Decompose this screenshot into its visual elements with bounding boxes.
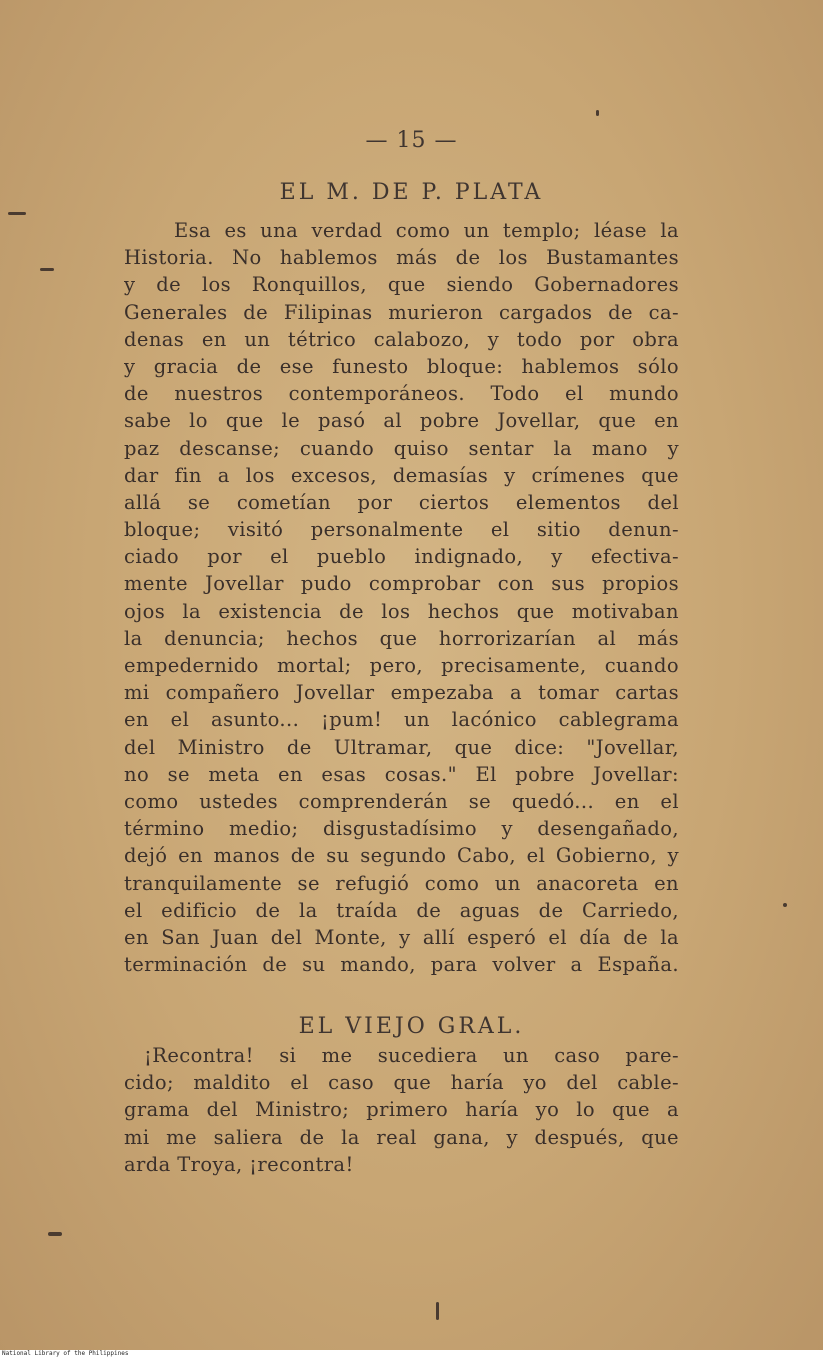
text-line: y gracia de ese funesto bloque: hablemos sólo <box>124 354 679 378</box>
text-line: bloque; visitó personalmente el sitio denun- <box>124 518 679 542</box>
text-line: allá se cometían por ciertos elementos del <box>124 490 679 514</box>
text-line: Historia. No hablemos más de los Bustamantes <box>124 246 679 270</box>
text-line: mi me saliera de la real gana, y después, que <box>124 1125 679 1149</box>
text-line: en el asunto... ¡pum! un lacónico cablegrama <box>124 708 679 732</box>
paper-speck <box>596 110 599 116</box>
paper-speck <box>48 1232 62 1236</box>
text-line: término medio; disgustadísimo y desengañado, <box>124 817 679 841</box>
paper-speck <box>436 1302 439 1320</box>
text-line: no se meta en esas cosas." El pobre Jovellar: <box>124 762 679 786</box>
text-line: grama del Ministro; primero haría yo lo que a <box>124 1098 679 1122</box>
text-line: empedernido mortal; pero, precisamente, cuando <box>124 654 679 677</box>
text-line: Generales de Filipinas murieron cargados de ca- <box>124 300 679 324</box>
paper-speck <box>783 903 787 907</box>
text-line: tranquilamente se refugió como un anacoreta en <box>124 871 679 895</box>
text-line: y de los Ronquillos, que siendo Gobernadores <box>124 273 679 297</box>
text-line: ¡Recontra! si me sucediera un caso pare- <box>144 1044 679 1067</box>
text-line: de nuestros contemporáneos. Todo el mundo <box>124 382 679 406</box>
text-line: la denuncia; hechos que horrorizarían al más <box>124 626 679 650</box>
text-line: mi compañero Jovellar empezaba a tomar cartas <box>124 681 679 705</box>
text-line: paz descanse; cuando quiso sentar la mano y <box>124 436 679 460</box>
text-line: arda Troya, ¡recontra! <box>124 1152 354 1176</box>
text-line: mente Jovellar pudo comprobar con sus propios <box>124 572 679 596</box>
text-line: del Ministro de Ultramar, que dice: "Jovellar, <box>124 735 679 759</box>
text-line: el edificio de la traída de aguas de Carriedo, <box>124 898 679 922</box>
text-line: como ustedes comprenderán se quedó... en el <box>124 789 679 813</box>
paper-speck <box>8 212 26 215</box>
text-line: dejó en manos de su segundo Cabo, el Gobierno, y <box>124 844 679 868</box>
text-line: terminación de su mando, para volver a España. <box>124 953 679 977</box>
text-line: cido; maldito el caso que haría yo del cable- <box>124 1071 679 1095</box>
text-line: Esa es una verdad como un templo; léase la <box>174 219 679 242</box>
text-line: denas en un tétrico calabozo, y todo por obra <box>124 327 679 351</box>
paper-speck <box>40 268 54 271</box>
page-number: — 15 — <box>365 128 458 153</box>
speaker-heading-2: EL VIEJO GRAL. <box>298 1014 525 1039</box>
footer-credit: National Library of the Philippines <box>0 1350 823 1358</box>
text-line: en San Juan del Monte, y allí esperó el día de la <box>124 925 679 949</box>
text-line: dar fin a los excesos, demasías y crímenes que <box>124 463 679 487</box>
paragraph-2 <box>124 1042 679 1178</box>
speaker-heading-1: EL M. DE P. PLATA <box>279 180 544 205</box>
text-line: sabe lo que le pasó al pobre Jovellar, que en <box>124 409 679 433</box>
text-line: ojos la existencia de los hechos que motivaban <box>124 599 679 623</box>
paragraph-1 <box>124 217 679 978</box>
text-line: ciado por el pueblo indignado, y efectiva- <box>124 545 679 569</box>
